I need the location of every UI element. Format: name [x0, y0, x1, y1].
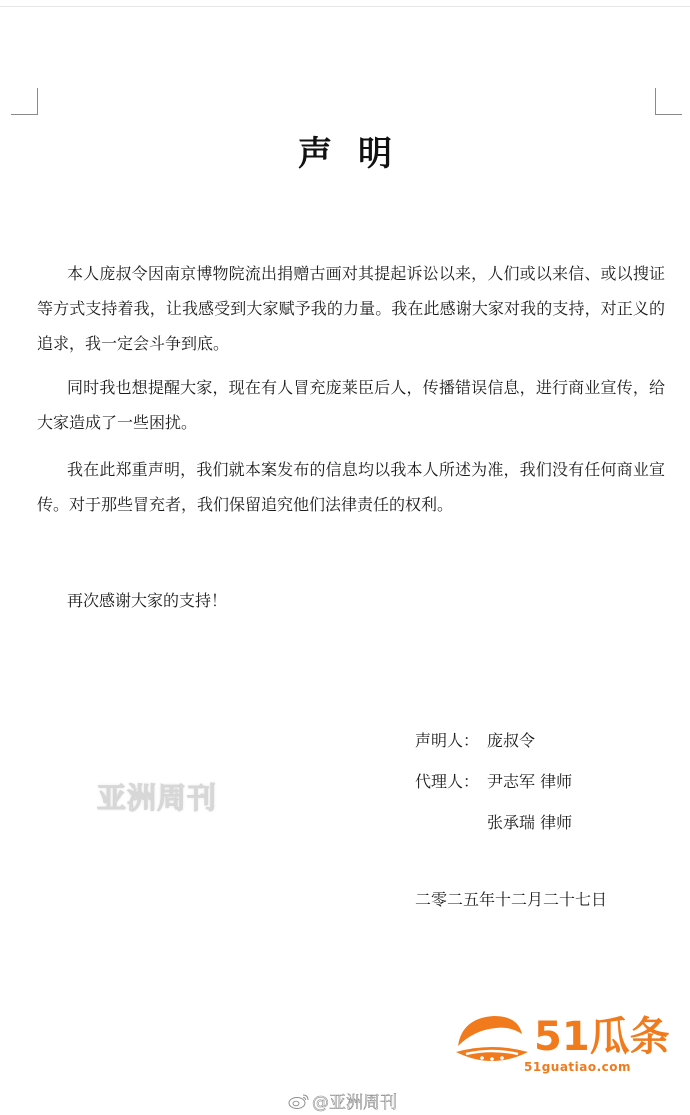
paragraph-1: 本人庞叔令因南京博物院流出捐赠古画对其提起诉讼以来，人们或以来信、或以搜证等方式支持着我，让我感受到大家赋予我的力量。我在此感谢大家对我的支持，对正义的追求，我一定会斗争到底。 [37, 264, 665, 353]
melon-logo-icon [452, 1012, 532, 1074]
paragraph-3: 我在此郑重声明，我们就本案发布的信息均以我本人所述为准，我们没有任何商业宣传。对于那些冒充者，我们保留追究他们法律责任的权利。 [37, 460, 665, 514]
weibo-icon [288, 1092, 310, 1110]
weibo-watermark [288, 1088, 397, 1113]
weibo-watermark-text: @亚洲周刊 [312, 1093, 397, 1113]
agent-lawyer-1: 尹志军 律师 [487, 772, 573, 791]
document-title: 声明 [298, 134, 418, 174]
paragraph-thanks: 再次感谢大家的支持！ [67, 591, 228, 610]
document-date: 二零二五年十二月二十七日 [415, 890, 608, 909]
logo-text: 51瓜条 [534, 1014, 670, 1060]
agent-label: 代理人： [415, 772, 480, 791]
site-logo-watermark [452, 1012, 672, 1080]
margin-corner-top-right [655, 88, 682, 115]
margin-corner-top-left [11, 88, 38, 115]
declarant-name: 庞叔令 [487, 731, 536, 750]
watermark-center-left: 亚洲周刊 [97, 781, 218, 815]
agent-lawyer-2: 张承瑞 律师 [487, 813, 573, 832]
page-top-rule [0, 6, 690, 7]
declarant-label: 声明人： [415, 731, 480, 750]
logo-url: 51guatiao.com [524, 1060, 632, 1074]
paragraph-2: 同时我也想提醒大家，现在有人冒充庞莱臣后人，传播错误信息，进行商业宣传，给大家造成了一些困扰。 [37, 378, 665, 432]
